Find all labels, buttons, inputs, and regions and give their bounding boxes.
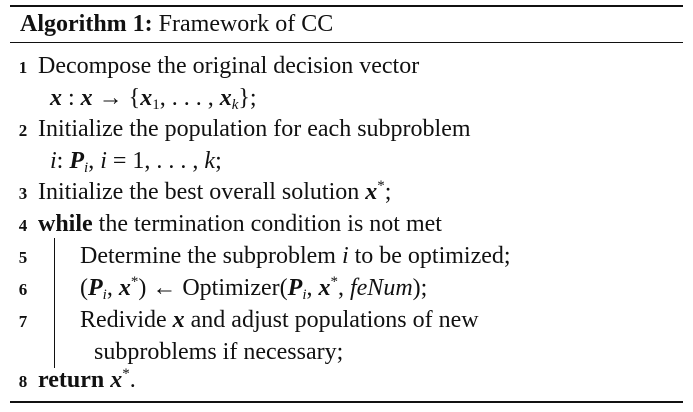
line-number-1: 1 — [18, 58, 28, 77]
line-5-text: Determine the subproblem i to be optimized; — [80, 243, 511, 269]
line-8-text: return x*. — [38, 366, 136, 393]
line-number-6: 6 — [18, 280, 28, 299]
line-number-4: 4 — [18, 216, 28, 235]
return-keyword: return — [38, 367, 105, 393]
bottom-rule — [10, 401, 683, 403]
loop-body-bar — [54, 238, 55, 368]
line-4-text: while the termination condition is not met — [38, 211, 442, 237]
line-number-2: 2 — [18, 121, 28, 140]
algorithm-caption — [20, 8, 333, 40]
line-number-5: 5 — [18, 248, 28, 267]
line-3-text: Initialize the best overall solution x*; — [38, 178, 392, 205]
line-2-text: Initialize the population for each subproblem — [38, 116, 471, 142]
line-7-text: Redivide x and adjust populations of new — [80, 307, 479, 333]
top-rule — [10, 5, 683, 7]
line-1-math: x : $x \to \{x_1$, . . . , $x_k$}; — [50, 85, 257, 113]
algorithm-label: Algorithm 1: — [20, 11, 153, 37]
line-7-continuation: subproblems if necessary; — [94, 339, 344, 365]
line-6-text: ($P_i$, x*) ← $Optimizer(P_i$, x*, feNum); — [80, 274, 428, 303]
line-1-text: Decompose the original decision vector — [38, 53, 420, 79]
line-number-3: 3 — [18, 184, 28, 203]
caption-rule — [10, 42, 683, 43]
line-2-math: i: $P_i$, i = 1, . . . , k; — [50, 148, 222, 176]
while-keyword: while — [38, 211, 93, 237]
algorithm-title: Framework of CC — [158, 11, 334, 37]
line-number-7: 7 — [18, 312, 28, 331]
line-number-8: 8 — [18, 372, 28, 391]
